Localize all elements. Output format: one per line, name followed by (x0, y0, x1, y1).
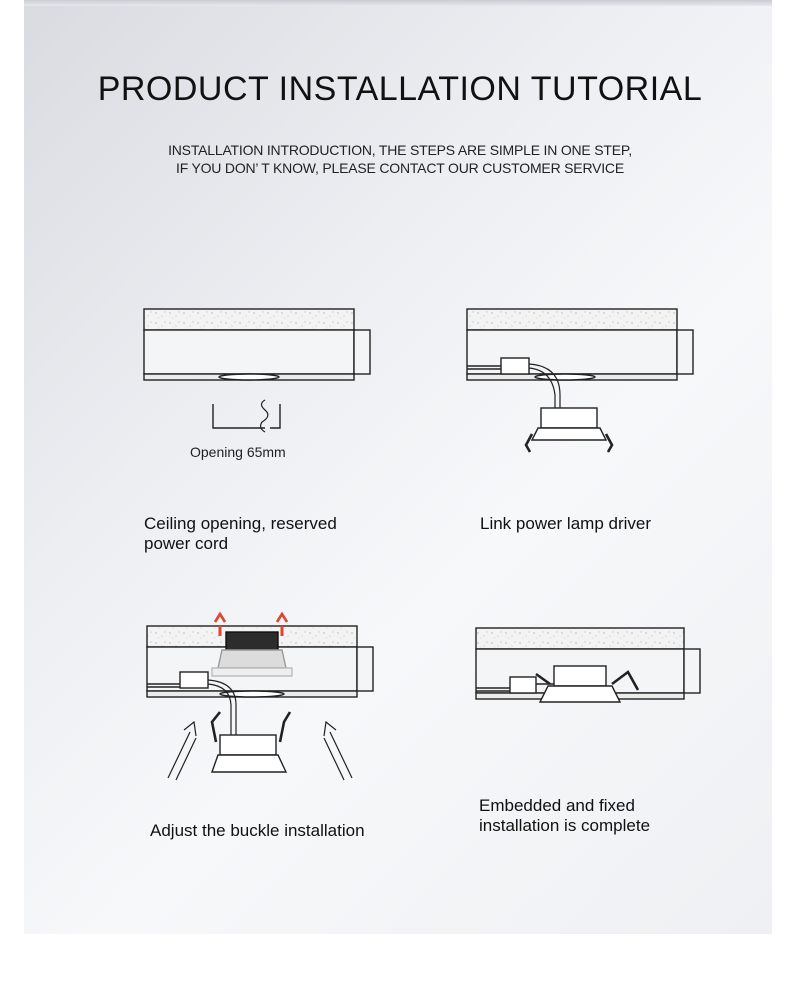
step3-diagram (147, 614, 373, 780)
subtitle-line-2: IF YOU DON’ T KNOW, PLEASE CONTACT OUR CUSTOMER SERVICE (176, 160, 624, 176)
step4-caption-line2: installation is complete (479, 816, 651, 835)
step2-diagram (467, 309, 693, 452)
step4-caption-line1: Embedded and fixed (479, 796, 635, 815)
step3-caption (150, 821, 365, 841)
step1-caption-line2: power cord (144, 534, 229, 553)
step4-caption (479, 796, 650, 836)
step1-diagram (144, 309, 370, 432)
step3-caption-line1: Adjust the buckle installation (150, 821, 365, 840)
step4-diagram (476, 628, 700, 702)
step2-caption (480, 514, 651, 534)
step1-caption (144, 514, 337, 554)
page-title: PRODUCT INSTALLATION TUTORIAL (97, 70, 703, 108)
opening-size-label: Opening 65mm (190, 444, 286, 460)
step1-caption-line1: Ceiling opening, reserved (144, 514, 337, 533)
step2-caption-line1: Link power lamp driver (480, 514, 652, 533)
subtitle-line-1: INSTALLATION INTRODUCTION, THE STEPS ARE SIMPLE IN ONE STEP, (168, 142, 632, 158)
